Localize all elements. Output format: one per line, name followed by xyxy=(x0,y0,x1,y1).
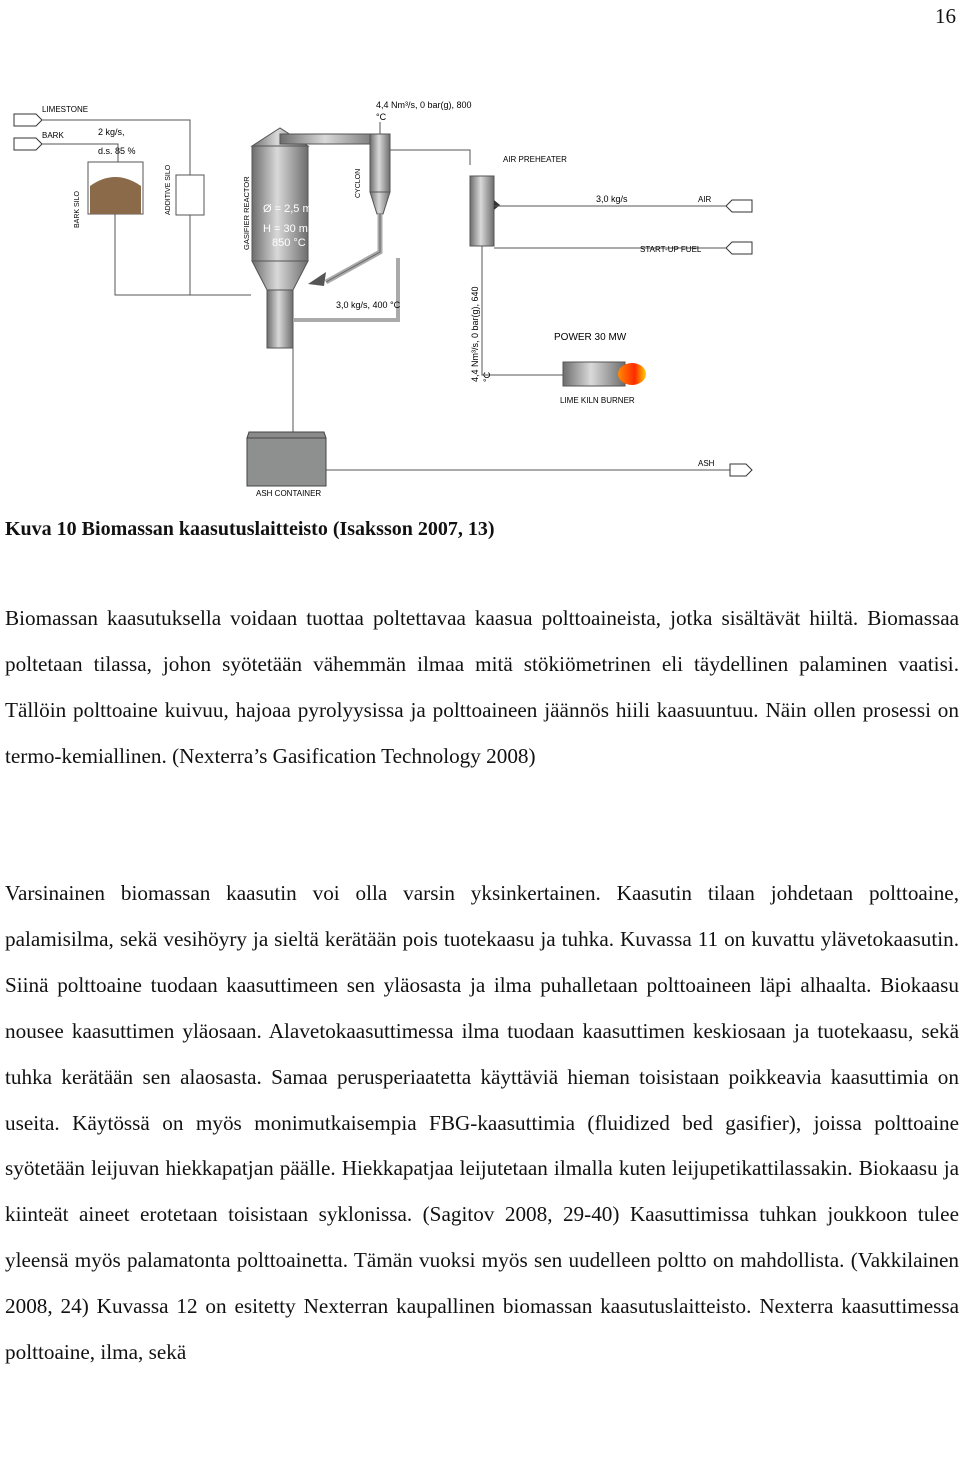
paragraph-2: Varsinainen biomassan kaasutin voi olla varsin yksinkertainen. Kaasutin tilaan johdetaan polttoaine, palamisilma, sekä vesihöyry ja sieltä kerätään pois tuotekaasu ja tuhka. Kuvassa 11 on kuvattu ylävetokaasutin. Siinä polttoaine tuodaan kaasuttimeen sen yläosasta ja ilma puhalletaan polttoaineen läpi alhaalta. Biokaasu nousee kaasuttimen yläosaan. Alavetokaasuttimessa ilma tuodaan kaasuttimen keskiosaan ja tuotekaasu, sekä tuhka kerätään sen alaosasta. Samaa perusperiaatetta käyttäviä hieman toisistaan poikkeavia kaasuttimia on useita. Käytössä on myös monimutkaisempia FBG-kaasuttimia (fluidized bed gasifier), joissa polttoaine syötetään leijuvan hiekkapatjan päälle. Hiekkapatjaa leijutetaan ilmalla kuten leijupetikattilassakin. Biokaasu ja kiinteät aineet erotetaan toisistaan syklonissa. (Sagitov 2008, 29-40) Kaasuttimissa tuhkan joukkoon tulee yleensä myös palamatonta polttoainetta. Tämän vuoksi myös sen uudelleen poltto on mahdollista. (Vakkilainen 2008, 24) Kuvassa 12 on esitetty Nexterran kaupallinen biomassan kaasutuslaitteisto. Nexterra kaasuttimessa polttoaine, ilma, sekä xyxy=(5,881,959,1365)
dry-solids-label: d.s. 85 % xyxy=(98,146,136,156)
ash-label: ASH xyxy=(698,459,715,468)
lime-kiln-burner-label: LIME KILN BURNER xyxy=(560,396,635,405)
limestone-arrow xyxy=(14,114,42,126)
air-label: AIR xyxy=(698,195,712,204)
bark-silo-label: BARK SILO xyxy=(74,191,81,228)
gas-flow-label-2: °C xyxy=(376,112,387,122)
startup-fuel-label: START-UP FUEL xyxy=(640,245,702,254)
diagram-svg xyxy=(8,90,768,510)
gasification-plant-diagram xyxy=(8,90,768,510)
gasifier-reactor-label: GASIFIER REACTOR xyxy=(242,176,251,250)
additive-silo-label: ADDITIVE SILO xyxy=(165,164,172,215)
startup-fuel-arrow xyxy=(726,242,752,254)
diameter-label: Ø = 2,5 m xyxy=(263,203,312,215)
height-label: H = 30 m xyxy=(263,223,308,235)
bark-arrow xyxy=(14,138,42,150)
paragraph-1: Biomassan kaasutuksella voidaan tuottaa poltettavaa kaasua polttoaineista, jotka sisältävät hiiltä. Biomassaa poltetaan tilassa, johon syötetään vähemmän ilmaa mitä stökiömetrinen eli täydellinen palaminen vaatisi. Tällöin polttoaine kuivuu, hajoaa pyrolyysissa ja polttoaineen jäännös hiili kaasuuntuu. Näin ollen prosessi on termo-kemiallinen. (Nexterra’s Gasification Technology 2008) xyxy=(5,606,959,768)
cyclon xyxy=(370,134,390,214)
ash-container xyxy=(247,432,326,486)
figure-caption: Kuva 10 Biomassan kaasutuslaitteisto (Isaksson 2007, 13) xyxy=(5,518,495,540)
air-flow-label: 3,0 kg/s xyxy=(596,194,628,204)
return-flow-label: 3,0 kg/s, 400 °C xyxy=(336,300,401,310)
temperature-label: 850 °C xyxy=(272,237,306,249)
gas-flow-label-1: 4,4 Nm³/s, 0 bar(g), 800 xyxy=(376,100,472,110)
feed-rate-label: 2 kg/s, xyxy=(98,127,125,137)
air-arrow xyxy=(726,200,752,212)
bark-label: BARK xyxy=(42,131,64,140)
additive-silo xyxy=(176,175,204,215)
ash-container-label: ASH CONTAINER xyxy=(256,489,322,498)
page-number: 16 xyxy=(935,4,956,28)
air-preheater-label: AIR PREHEATER xyxy=(503,155,567,164)
hot-gas-flow-label-1: 4,4 Nm³/s, 0 bar(g), 640 xyxy=(470,286,480,382)
cyclon-label: CYCLON xyxy=(355,168,362,198)
ash-arrow xyxy=(730,464,752,476)
limestone-label: LIMESTONE xyxy=(42,105,89,114)
power-label: POWER 30 MW xyxy=(554,332,627,343)
lime-kiln-burner xyxy=(563,362,646,386)
air-preheater xyxy=(470,176,494,246)
hot-gas-flow-label-2: °C xyxy=(482,371,492,382)
